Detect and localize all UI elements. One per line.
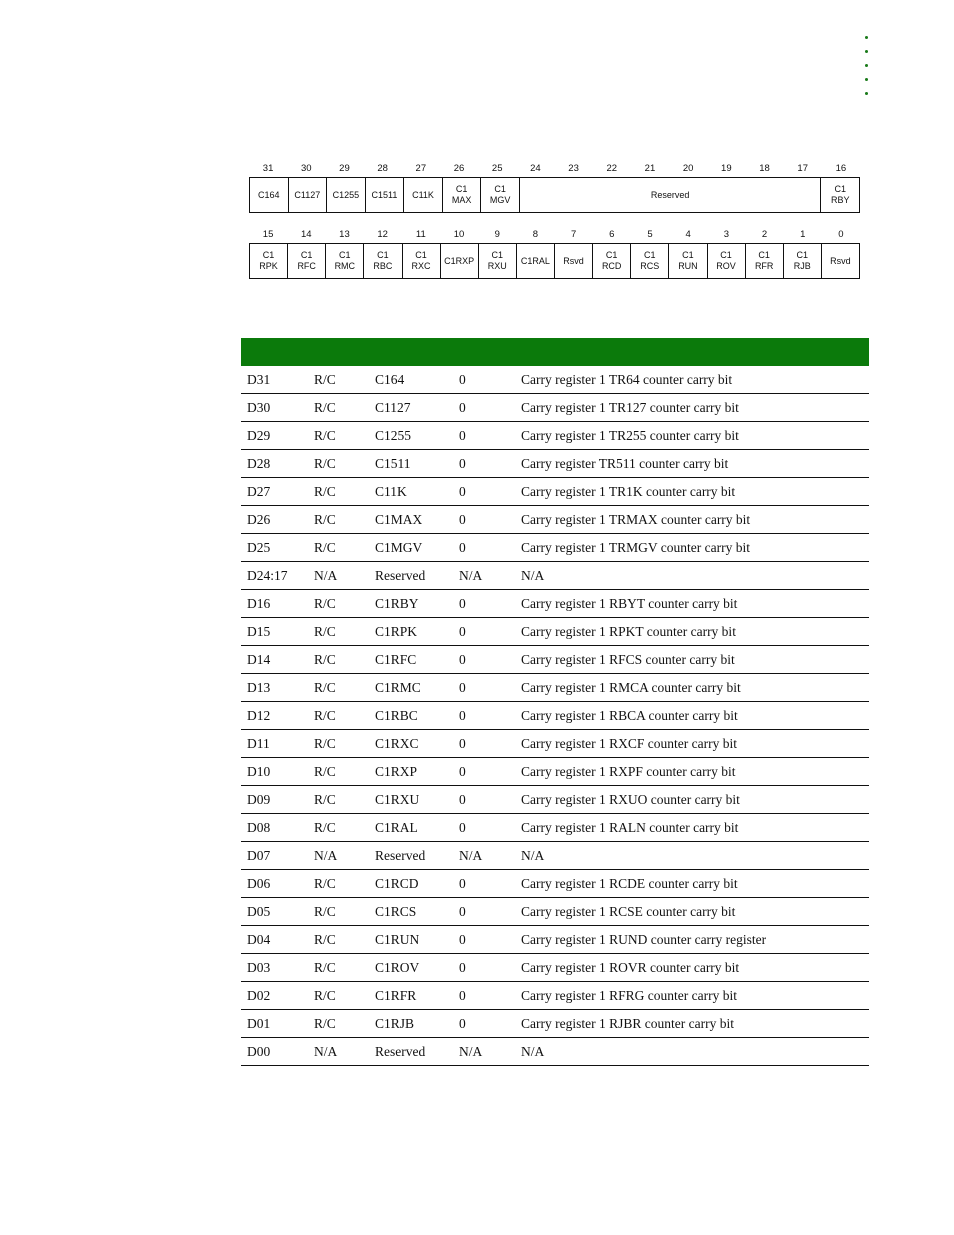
name-cell: C1RXP	[369, 758, 453, 786]
bit-number: 28	[377, 163, 388, 174]
description-cell: Carry register 1 RPKT counter carry bit	[515, 618, 869, 646]
dot-mark	[865, 92, 868, 95]
description-cell: Carry register 1 RXPF counter carry bit	[515, 758, 869, 786]
default-cell: 0	[453, 814, 515, 842]
table-row	[241, 870, 869, 898]
bit-number: 8	[532, 229, 539, 240]
bit-cell: D11	[241, 730, 308, 758]
bit-number: 2	[761, 229, 768, 240]
register-field: C1 ROV	[707, 244, 745, 278]
table-row	[241, 730, 869, 758]
description-cell: Carry register 1 RMCA counter carry bit	[515, 674, 869, 702]
description-cell: Carry register 1 RXCF counter carry bit	[515, 730, 869, 758]
register-field: Reserved	[519, 178, 821, 212]
bit-number: 10	[453, 229, 465, 240]
name-cell: C1255	[369, 422, 453, 450]
description-cell: Carry register 1 RCDE counter carry bit	[515, 870, 869, 898]
default-cell: 0	[453, 366, 515, 394]
bit-number: 9	[494, 229, 500, 240]
bit-number-row	[249, 160, 860, 177]
type-cell: R/C	[308, 758, 369, 786]
default-cell: 0	[453, 506, 515, 534]
register-field: C1 MAX	[442, 178, 481, 212]
bit-number-row	[249, 226, 860, 243]
default-cell: 0	[453, 674, 515, 702]
register-field: C1 RCD	[592, 244, 630, 278]
default-cell: 0	[453, 758, 515, 786]
name-cell: Reserved	[369, 1038, 453, 1066]
name-cell: C1RXC	[369, 730, 453, 758]
margin-dot-marks	[865, 36, 868, 106]
register-field: C1511	[365, 178, 404, 212]
default-cell: 0	[453, 394, 515, 422]
bit-cell: D29	[241, 422, 308, 450]
type-cell: R/C	[308, 590, 369, 618]
default-cell: 0	[453, 926, 515, 954]
description-cell: Carry register 1 RALN counter carry bit	[515, 814, 869, 842]
name-cell: C1ROV	[369, 954, 453, 982]
default-cell: 0	[453, 590, 515, 618]
register-field: C1 RUN	[668, 244, 706, 278]
table-row	[241, 450, 869, 478]
default-cell: N/A	[453, 842, 515, 870]
bit-cell: D15	[241, 618, 308, 646]
description-cell: Carry register 1 TR64 counter carry bit	[515, 366, 869, 394]
name-cell: C1511	[369, 450, 453, 478]
name-cell: C1RXU	[369, 786, 453, 814]
bit-number: 24	[530, 163, 541, 174]
default-cell: 0	[453, 422, 515, 450]
bit-number: 25	[491, 163, 503, 174]
register-field: C1RAL	[516, 244, 554, 278]
bit-cell: D03	[241, 954, 308, 982]
register-field: C1 RFC	[287, 244, 325, 278]
register-field: C1RXP	[440, 244, 478, 278]
type-cell: R/C	[308, 646, 369, 674]
table-row	[241, 954, 869, 982]
bit-number: 13	[339, 229, 350, 240]
bit-cell: D25	[241, 534, 308, 562]
bit-number: 15	[262, 229, 274, 240]
bit-cell: D12	[241, 702, 308, 730]
default-cell: 0	[453, 730, 515, 758]
description-cell: Carry register 1 RFRG counter carry bit	[515, 982, 869, 1010]
bit-number: 3	[723, 229, 729, 240]
name-cell: C1RCD	[369, 870, 453, 898]
description-cell: Carry register 1 ROVR counter carry bit	[515, 954, 869, 982]
table-row	[241, 982, 869, 1010]
register-diagram-upper	[249, 160, 860, 213]
bit-number: 14	[300, 229, 312, 240]
name-cell: C11K	[369, 478, 453, 506]
name-cell: Reserved	[369, 562, 453, 590]
dot-mark	[865, 50, 868, 53]
type-cell: R/C	[308, 814, 369, 842]
bit-number: 7	[570, 229, 577, 240]
name-cell: C1MGV	[369, 534, 453, 562]
bit-number: 1	[800, 229, 806, 240]
bit-number: 4	[685, 229, 691, 240]
type-cell: R/C	[308, 926, 369, 954]
name-cell: C1RPK	[369, 618, 453, 646]
register-field: C11K	[403, 178, 442, 212]
description-cell: Carry register 1 TRMGV counter carry bit	[515, 534, 869, 562]
name-cell: C1MAX	[369, 506, 453, 534]
type-cell: N/A	[308, 562, 369, 590]
description-cell: Carry register 1 RBYT counter carry bit	[515, 590, 869, 618]
name-cell: C1RBC	[369, 702, 453, 730]
default-cell: 0	[453, 534, 515, 562]
table-row	[241, 478, 869, 506]
bit-number: 22	[606, 163, 618, 174]
register-field: C1255	[326, 178, 365, 212]
description-cell: N/A	[515, 1038, 869, 1066]
bit-cell: D06	[241, 870, 308, 898]
register-field: C1 RFR	[745, 244, 783, 278]
bit-cell: D13	[241, 674, 308, 702]
table-header-cell	[453, 338, 515, 366]
bit-number: 12	[377, 229, 388, 240]
type-cell: R/C	[308, 898, 369, 926]
bit-number: 17	[797, 163, 808, 174]
bit-number: 16	[835, 163, 847, 174]
type-cell: N/A	[308, 842, 369, 870]
table-header-cell	[515, 338, 869, 366]
bit-number: 21	[644, 163, 656, 174]
bit-cell: D24:17	[241, 562, 308, 590]
table-row	[241, 1010, 869, 1038]
table-row	[241, 562, 869, 590]
table-row	[241, 674, 869, 702]
table-row	[241, 786, 869, 814]
bit-number: 19	[721, 163, 732, 174]
register-bit-table	[241, 338, 869, 1066]
name-cell: C1RBY	[369, 590, 453, 618]
bit-number: 18	[759, 163, 770, 174]
name-cell: C1RUN	[369, 926, 453, 954]
bit-cell: D01	[241, 1010, 308, 1038]
default-cell: 0	[453, 870, 515, 898]
type-cell: R/C	[308, 702, 369, 730]
name-cell: C1RAL	[369, 814, 453, 842]
default-cell: N/A	[453, 562, 515, 590]
table-row	[241, 618, 869, 646]
table-row	[241, 534, 869, 562]
type-cell: R/C	[308, 1010, 369, 1038]
register-field: C1 RXC	[402, 244, 440, 278]
register-field: C164	[258, 189, 280, 200]
table-header-cell	[241, 338, 308, 366]
bit-cell: D02	[241, 982, 308, 1010]
description-cell: Carry register 1 TR255 counter carry bit	[515, 422, 869, 450]
type-cell: R/C	[308, 786, 369, 814]
register-diagram-lower	[249, 226, 860, 279]
description-cell: Carry register 1 RFCS counter carry bit	[515, 646, 869, 674]
type-cell: R/C	[308, 954, 369, 982]
table-row	[241, 898, 869, 926]
bit-cell: D16	[241, 590, 308, 618]
bit-cell: D05	[241, 898, 308, 926]
description-cell: Carry register 1 RJBR counter carry bit	[515, 1010, 869, 1038]
type-cell: R/C	[308, 870, 369, 898]
table-row	[241, 758, 869, 786]
bit-number: 27	[415, 163, 427, 174]
field-row	[249, 243, 860, 279]
type-cell: R/C	[308, 394, 369, 422]
name-cell: C1RMC	[369, 674, 453, 702]
description-cell: Carry register 1 TR1K counter carry bit	[515, 478, 869, 506]
register-field: C1 RBY	[820, 178, 859, 212]
bit-number: 5	[647, 229, 653, 240]
default-cell: 0	[453, 702, 515, 730]
type-cell: R/C	[308, 450, 369, 478]
table-row	[241, 422, 869, 450]
name-cell: C1RFC	[369, 646, 453, 674]
register-field: Rsvd	[821, 244, 859, 278]
name-cell: Reserved	[369, 842, 453, 870]
bit-cell: D08	[241, 814, 308, 842]
description-cell: Carry register TR511 counter carry bit	[515, 450, 869, 478]
field-row	[249, 177, 860, 213]
register-field: C1 RCS	[630, 244, 668, 278]
type-cell: R/C	[308, 730, 369, 758]
register-field: C1 RJB	[783, 244, 821, 278]
table-row	[241, 702, 869, 730]
register-field: C1 RMC	[325, 244, 363, 278]
type-cell: R/C	[308, 366, 369, 394]
bit-cell: D14	[241, 646, 308, 674]
description-cell: Carry register 1 TRMAX counter carry bit	[515, 506, 869, 534]
bit-cell: D09	[241, 786, 308, 814]
table-row	[241, 590, 869, 618]
bit-number: 30	[300, 163, 312, 174]
register-field: C1 RPK	[259, 250, 278, 271]
bit-number: 20	[682, 163, 694, 174]
dot-mark	[865, 78, 868, 81]
bit-cell: D26	[241, 506, 308, 534]
bit-number: 29	[339, 163, 350, 174]
type-cell: R/C	[308, 422, 369, 450]
type-cell: R/C	[308, 506, 369, 534]
bit-number: 0	[838, 229, 844, 240]
bit-number: 31	[262, 163, 274, 174]
default-cell: 0	[453, 450, 515, 478]
description-cell: N/A	[515, 562, 869, 590]
description-cell: Carry register 1 RXUO counter carry bit	[515, 786, 869, 814]
table-header-cell	[308, 338, 369, 366]
bit-cell: D00	[241, 1038, 308, 1066]
bit-number: 23	[568, 163, 579, 174]
description-cell: Carry register 1 TR127 counter carry bit	[515, 394, 869, 422]
name-cell: C1127	[369, 394, 453, 422]
bit-number: 6	[609, 229, 615, 240]
default-cell: 0	[453, 618, 515, 646]
description-cell: Carry register 1 RBCA counter carry bit	[515, 702, 869, 730]
bit-cell: D27	[241, 478, 308, 506]
dot-mark	[865, 36, 868, 39]
name-cell: C1RFR	[369, 982, 453, 1010]
table-header-row	[241, 338, 869, 366]
table-row	[241, 646, 869, 674]
table-header-cell	[369, 338, 453, 366]
default-cell: 0	[453, 954, 515, 982]
table-row	[241, 926, 869, 954]
bit-cell: D07	[241, 842, 308, 870]
table-row	[241, 366, 869, 394]
table-row	[241, 394, 869, 422]
description-cell: N/A	[515, 842, 869, 870]
table-body	[241, 366, 869, 1066]
table-row	[241, 1038, 869, 1066]
default-cell: 0	[453, 478, 515, 506]
default-cell: 0	[453, 1010, 515, 1038]
bit-cell: D28	[241, 450, 308, 478]
name-cell: C1RJB	[369, 1010, 453, 1038]
type-cell: R/C	[308, 674, 369, 702]
name-cell: C1RCS	[369, 898, 453, 926]
dot-mark	[865, 64, 868, 67]
bit-number: 11	[415, 229, 426, 240]
default-cell: 0	[453, 982, 515, 1010]
type-cell: R/C	[308, 618, 369, 646]
table-row	[241, 506, 869, 534]
description-cell: Carry register 1 RUND counter carry register	[515, 926, 869, 954]
type-cell: N/A	[308, 1038, 369, 1066]
register-field: C1 MGV	[480, 178, 519, 212]
bit-cell: D30	[241, 394, 308, 422]
register-field: C1127	[288, 178, 327, 212]
default-cell: 0	[453, 898, 515, 926]
bit-cell: D31	[241, 366, 308, 394]
default-cell: 0	[453, 646, 515, 674]
bit-cell: D10	[241, 758, 308, 786]
bit-cell: D04	[241, 926, 308, 954]
default-cell: 0	[453, 786, 515, 814]
type-cell: R/C	[308, 534, 369, 562]
default-cell: N/A	[453, 1038, 515, 1066]
register-field: Rsvd	[554, 244, 592, 278]
name-cell: C164	[369, 366, 453, 394]
type-cell: R/C	[308, 982, 369, 1010]
register-field: C1 RXU	[478, 244, 516, 278]
type-cell: R/C	[308, 478, 369, 506]
bit-number: 26	[453, 163, 465, 174]
register-field: C1 RBC	[363, 244, 401, 278]
table-row	[241, 814, 869, 842]
table-row	[241, 842, 869, 870]
description-cell: Carry register 1 RCSE counter carry bit	[515, 898, 869, 926]
